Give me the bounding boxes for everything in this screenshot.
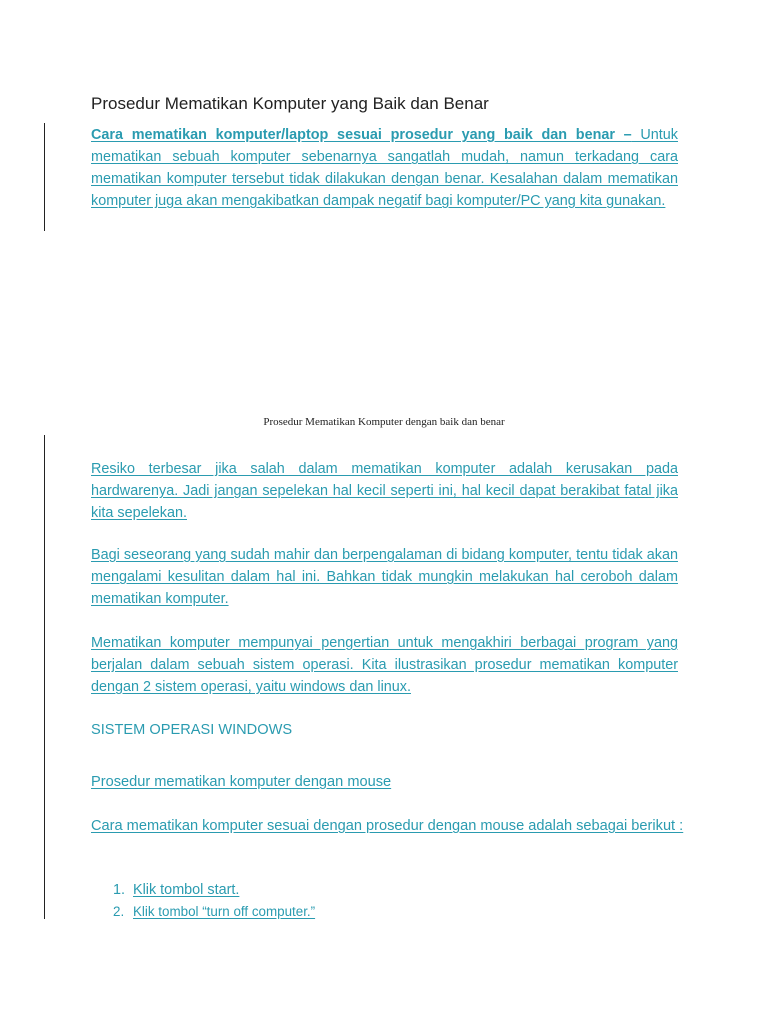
steps-list	[113, 879, 315, 923]
paragraph-bagi[interactable]: Bagi seseorang yang sudah mahir dan berpengalaman di bidang komputer, tentu tidak akan mengalami kesulitan dalam hal ini. Bahkan tidak mungkin melakukan hal ceroboh dalam mematikan komputer.	[91, 547, 678, 607]
revision-bar	[44, 123, 45, 231]
step-number: 1.	[113, 882, 126, 898]
intro-paragraph[interactable]	[91, 124, 678, 212]
revision-bar	[44, 435, 45, 919]
step-item[interactable]	[113, 901, 315, 923]
step-text[interactable]: Klik tombol “turn off computer.”	[133, 904, 316, 919]
image-caption: Prosedur Mematikan Komputer dengan baik dan benar	[263, 416, 505, 428]
paragraph-resiko[interactable]: Resiko terbesar jika salah dalam mematikan komputer adalah kerusakan pada hardwarenya. Jadi jangan sepelekan hal kecil seperti ini, hal kecil dapat berakibat fatal jika kita sepelekan.	[91, 461, 678, 521]
step-text[interactable]: Klik tombol start.	[133, 882, 240, 898]
paragraph-mematikan[interactable]: Mematikan komputer mempunyai pengertian untuk mengakhiri berbagai program yang berjalan dalam sebuah sistem operasi. Kita ilustrasikan prosedur mematikan komputer dengan 2 sistem operasi, yaitu windows dan linux.	[91, 635, 678, 695]
steps-intro[interactable]: Cara mematikan komputer sesuai dengan prosedur dengan mouse adalah sebagai berikut :	[91, 818, 684, 834]
sub-heading[interactable]: Prosedur mematikan komputer dengan mouse	[91, 774, 392, 790]
section-heading[interactable]: SISTEM OPERASI WINDOWS	[91, 722, 293, 738]
intro-text[interactable]: Untuk mematikan sebuah komputer sebenarnya sangatlah mudah, namun terkadang cara mematikan komputer tersebut tidak dilakukan dengan benar. Kesalahan dalam mematikan komputer juga akan mengakibatkan dampak negatif bagi komputer/PC yang kita gunakan.	[91, 127, 678, 209]
step-item[interactable]	[113, 879, 315, 901]
step-number: 2.	[113, 904, 125, 919]
intro-lead[interactable]: Cara mematikan komputer/laptop sesuai prosedur yang baik dan benar –	[91, 127, 632, 143]
document-title: Prosedur Mematikan Komputer yang Baik dan Benar	[91, 94, 489, 113]
